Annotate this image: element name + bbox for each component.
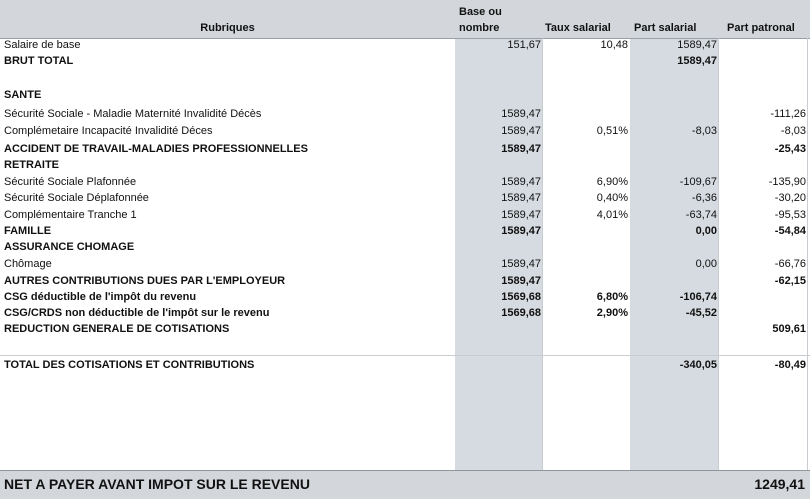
row-label: Sécurité Sociale - Maladie Maternité Invalidité Décès [4, 108, 262, 120]
row-taux-salarial: 6,80% [596, 291, 628, 303]
row-base: 1589,47 [501, 258, 541, 270]
row-part-salarial: 0,00 [695, 258, 717, 270]
row-part-patronal: -30,20 [774, 192, 806, 204]
row-label: Sécurité Sociale Déplafonnée [4, 192, 149, 204]
total-label: TOTAL DES COTISATIONS ET CONTRIBUTIONS [4, 359, 255, 371]
row-taux-salarial: 0,51% [596, 125, 628, 137]
row-part-salarial: 0,00 [695, 225, 717, 237]
total-row [0, 358, 810, 374]
net-value: 1249,41 [754, 476, 805, 492]
table-row [0, 224, 810, 240]
row-label: RETRAITE [4, 159, 59, 171]
row-label: CSG/CRDS non déductible de l'impôt sur le revenu [4, 307, 270, 319]
row-part-salarial: -109,67 [679, 176, 717, 188]
table-row [0, 142, 810, 158]
row-label: Chômage [4, 258, 52, 270]
total-part-patronal: -80,49 [774, 359, 806, 371]
row-base: 1589,47 [501, 275, 541, 287]
row-base: 1589,47 [501, 143, 541, 155]
row-taux-salarial: 0,40% [596, 192, 628, 204]
table-row [0, 38, 810, 54]
row-part-salarial: -45,52 [685, 307, 717, 319]
table-row [0, 107, 810, 123]
header-base-line1: Base ou [459, 6, 502, 18]
row-base: 1569,68 [501, 291, 541, 303]
table-row [0, 124, 810, 140]
row-label: ACCIDENT DE TRAVAIL-MALADIES PROFESSIONNELLES [4, 143, 308, 155]
header-taux-salarial: Taux salarial [545, 22, 611, 34]
row-label: SANTE [4, 89, 42, 101]
net-row [0, 470, 810, 499]
row-base: 1589,47 [501, 108, 541, 120]
row-part-patronal: -95,53 [774, 209, 806, 221]
row-taux-salarial: 6,90% [596, 176, 628, 188]
row-part-patronal: -8,03 [780, 125, 806, 137]
row-part-salarial: -106,74 [679, 291, 717, 303]
row-label: Sécurité Sociale Plafonnée [4, 176, 137, 188]
table-row [0, 191, 810, 207]
row-base: 1589,47 [501, 176, 541, 188]
table-row [0, 322, 810, 338]
table-header [0, 0, 810, 39]
table-row [0, 306, 810, 322]
total-separator [0, 355, 810, 356]
row-part-patronal: -25,43 [774, 143, 806, 155]
row-part-salarial: -6,36 [691, 192, 717, 204]
row-base: 1589,47 [501, 225, 541, 237]
header-part-salarial: Part salarial [634, 22, 697, 34]
header-base-line2: nombre [459, 22, 500, 34]
total-part-salarial: -340,05 [679, 359, 717, 371]
row-base: 1569,68 [501, 307, 541, 319]
table-row [0, 208, 810, 224]
table-row [0, 88, 810, 104]
row-label: AUTRES CONTRIBUTIONS DUES PAR L'EMPLOYEUR [4, 275, 286, 287]
row-label: Complémetaire Incapacité Invalidité Déces [4, 125, 213, 137]
row-part-patronal: -111,26 [770, 108, 806, 120]
table-row [0, 240, 810, 256]
row-part-salarial: -63,74 [685, 209, 717, 221]
row-part-salarial: -8,03 [691, 125, 717, 137]
row-part-patronal: 509,61 [772, 323, 806, 335]
row-part-patronal: -66,76 [774, 258, 806, 270]
row-label: REDUCTION GENERALE DE COTISATIONS [4, 323, 230, 335]
row-label: Salaire de base [4, 39, 81, 51]
row-label: CSG déductible de l'impôt du revenu [4, 291, 197, 303]
row-base: 1589,47 [501, 209, 541, 221]
row-part-salarial: 1589,47 [677, 39, 717, 51]
row-base: 151,67 [507, 39, 541, 51]
row-label: ASSURANCE CHOMAGE [4, 241, 135, 253]
table-row [0, 257, 810, 273]
net-label: NET A PAYER AVANT IMPOT SUR LE REVENU [4, 476, 310, 492]
row-base: 1589,47 [501, 192, 541, 204]
row-label: BRUT TOTAL [4, 55, 74, 67]
row-part-patronal: -62,15 [774, 275, 806, 287]
row-part-patronal: -135,90 [768, 176, 806, 188]
row-taux-salarial: 10,48 [600, 39, 628, 51]
header-rubriques: Rubriques [200, 22, 255, 34]
table-row [0, 54, 810, 70]
row-taux-salarial: 4,01% [596, 209, 628, 221]
row-taux-salarial: 2,90% [596, 307, 628, 319]
row-label: FAMILLE [4, 225, 52, 237]
row-part-salarial: 1589,47 [677, 55, 717, 67]
row-label: Complémentaire Tranche 1 [4, 209, 137, 221]
table-row [0, 175, 810, 191]
table-row [0, 274, 810, 290]
table-row [0, 70, 810, 86]
table-row [0, 290, 810, 306]
header-part-patronal: Part patronal [727, 22, 795, 34]
table-row [0, 158, 810, 174]
row-base: 1589,47 [501, 125, 541, 137]
row-part-patronal: -54,84 [774, 225, 806, 237]
